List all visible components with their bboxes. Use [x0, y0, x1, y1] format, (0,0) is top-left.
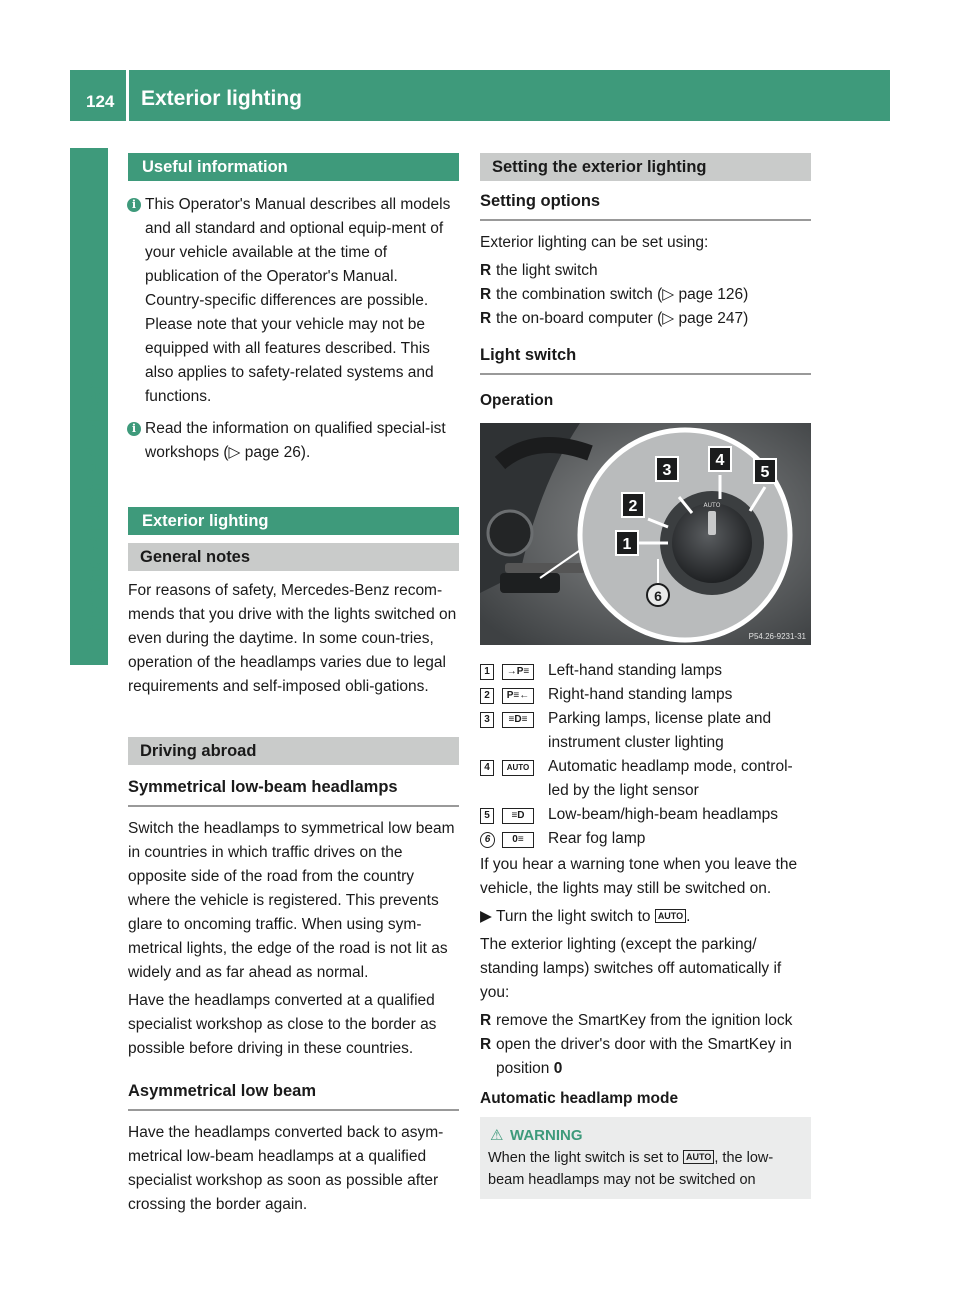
rear-fog-lamp-icon: 0≡ [502, 832, 534, 848]
callout-2 [622, 493, 644, 517]
left-column [128, 153, 459, 1221]
callout-3 [656, 457, 678, 481]
list-item: R the light switch [480, 259, 811, 283]
setting-options-heading: Setting options [480, 189, 811, 221]
callout-4 [709, 447, 731, 471]
setting-options-list [480, 259, 811, 331]
bullet-icon: R [480, 262, 492, 279]
general-notes-text: For reasons of safety, Mercedes-Benz recom-mends that you drive with the lights switched on even during the daytime. In some coun-tries, operation of the headlamps varies due to legal requirements and self-imposed obli-gations. [128, 582, 457, 695]
warning-box [480, 1117, 811, 1199]
legend-item: 1 →P≡ Left-hand standing lamps [480, 659, 811, 683]
light-switch-heading: Light switch [480, 343, 811, 375]
asymmetrical-heading: Asymmetrical low beam [128, 1079, 459, 1111]
position-value: 0 [553, 1060, 563, 1077]
info-note [128, 193, 459, 409]
right-column [480, 153, 811, 1199]
arrow-icon: ▶ [480, 908, 492, 925]
svg-text:3: 3 [662, 462, 672, 479]
operation-heading: Operation [480, 392, 554, 409]
warning-text: When the light switch is set to AUTO , the low-beam headlamps may not be switched on [488, 1150, 774, 1188]
legend [480, 659, 811, 851]
legend-item: 3 ≡D≡ Parking lamps, license plate and instrument cluster lighting [480, 707, 811, 755]
automatic-headlamp-heading: Automatic headlamp mode [480, 1090, 679, 1107]
auto-off-text: The exterior lighting (except the parking/ standing lamps) switches off automatically if you: [480, 936, 782, 1001]
general-notes-bar: General notes [128, 543, 459, 571]
low-beam-icon: ≡D [502, 808, 534, 824]
driving-abroad-bar: Driving abroad [128, 737, 459, 765]
svg-text:1: 1 [622, 536, 632, 553]
page-title: Exterior lighting [141, 87, 303, 110]
svg-text:6: 6 [654, 588, 662, 604]
asymmetrical-text: Have the headlamps converted back to asym-metrical low-beam headlamps at a qualified specialist workshop as soon as possible after crossing the border again. [128, 1124, 444, 1213]
auto-off-list [480, 1009, 811, 1081]
warning-title: ⚠ WARNING [488, 1125, 803, 1147]
svg-text:4: 4 [715, 452, 725, 469]
right-standing-lamp-icon: P≡← [502, 688, 534, 704]
left-standing-lamp-icon: →P≡ [502, 664, 534, 680]
warning-triangle-icon: ⚠ [490, 1127, 504, 1144]
list-item: R the combination switch (▷ page 126) [480, 283, 811, 307]
setting-intro: Exterior lighting can be set using: [480, 234, 709, 251]
warning-tone-text: If you hear a warning tone when you leave the vehicle, the lights may still be switched on. [480, 856, 798, 897]
photo-code: P54.26-9231-31 [748, 632, 806, 641]
callout-6 [647, 584, 669, 606]
legend-item: 2 P≡← Right-hand standing lamps [480, 683, 811, 707]
svg-text:5: 5 [760, 464, 770, 481]
page-number: 124 [86, 92, 115, 111]
svg-text:2: 2 [628, 498, 638, 515]
header-separator [126, 70, 129, 121]
symmetrical-text-2: Have the headlamps converted at a qualified specialist workshop as close to the border as possible before driving in these countries. [128, 992, 437, 1057]
callout-5 [754, 459, 776, 483]
info-note [128, 417, 459, 465]
page-header [70, 70, 890, 121]
bullet-icon: R [480, 1012, 492, 1029]
info-note-text: Read the information on qualified special-ist workshops (▷ page 26). [145, 420, 446, 461]
bullet-icon: R [480, 310, 492, 327]
auto-headlamp-icon: AUTO [502, 760, 534, 776]
parking-lamp-icon: ≡D≡ [502, 712, 534, 728]
auto-icon: AUTO [655, 909, 686, 923]
bullet-icon: R [480, 1036, 492, 1053]
info-icon: i [127, 422, 141, 436]
callout-1 [616, 531, 638, 555]
list-item: R open the driver's door with the SmartKey in position 0 [480, 1033, 811, 1081]
setting-exterior-lighting-bar: Setting the exterior lighting [480, 153, 811, 181]
useful-information-bar: Useful information [128, 153, 459, 181]
bullet-icon: R [480, 286, 492, 303]
auto-icon: AUTO [683, 1150, 714, 1164]
symmetrical-text: Switch the headlamps to symmetrical low beam in countries in which traffic drives on the opposite side of the road from the country where the vehicle is registered. This prevents glare to oncoming traffic. When using sym-metrical lights, the edge of the road is not lit as widely and as far ahead as normal. [128, 820, 455, 981]
section-tab-label: Lights and windshield wipers [83, 372, 106, 665]
legend-item: 5 ≡D Low-beam/high-beam headlamps [480, 803, 811, 827]
svg-text:AUTO: AUTO [703, 502, 721, 509]
list-item: R the on-board computer (▷ page 247) [480, 307, 811, 331]
exterior-lighting-bar: Exterior lighting [128, 507, 459, 535]
info-icon: i [127, 198, 141, 212]
light-switch-photo [480, 423, 811, 645]
legend-item: 6 0≡ Rear fog lamp [480, 827, 811, 851]
legend-item: 4 AUTO Automatic headlamp mode, control-led by the light sensor [480, 755, 811, 803]
list-item: R remove the SmartKey from the ignition lock [480, 1009, 811, 1033]
action-step: ▶ Turn the light switch to AUTO . [480, 905, 811, 929]
info-note-text: This Operator's Manual describes all models and all standard and optional equip-ment of your vehicle available at the time of publication of the Operator's Manual. Country-specific differences are possible. Please note that your vehicle may not be equipped with all features described. This also applies to safety-related systems and functions. [145, 196, 451, 405]
symmetrical-heading: Symmetrical low-beam headlamps [128, 775, 459, 807]
